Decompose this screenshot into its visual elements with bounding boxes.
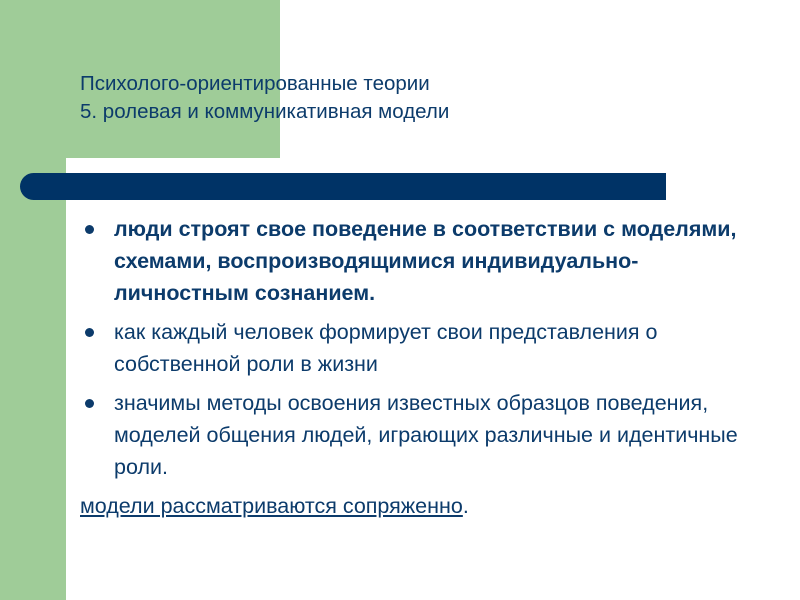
title-line-1: Психолого-ориентированные теории (80, 72, 430, 95)
bullet-item (80, 316, 760, 380)
title-divider-bar (20, 173, 666, 200)
bullet-dot-icon (85, 225, 94, 234)
bullet-dot-icon (85, 328, 94, 337)
bullet-text: значимы методы освоения известных образцов поведения, моделей общения людей, играющих различные и идентичные роли. (114, 391, 738, 479)
bullet-item (80, 213, 760, 309)
bullet-dot-icon (85, 399, 94, 408)
slide-title (80, 70, 760, 126)
closing-underlined-text: модели рассматриваются сопряженно (80, 494, 463, 518)
closing-line (80, 490, 760, 522)
slide-body (80, 213, 760, 522)
bullet-item (80, 387, 760, 483)
bullet-text: как каждый человек формирует свои представления о собственной роли в жизни (114, 320, 658, 376)
title-line-2: 5. ролевая и коммуникативная модели (80, 100, 450, 123)
closing-period: . (462, 494, 469, 518)
bullet-text: люди строят свое поведение в соответствии с моделями, схемами, воспроизводящимися индивидуально-личностным сознанием. (114, 217, 737, 305)
